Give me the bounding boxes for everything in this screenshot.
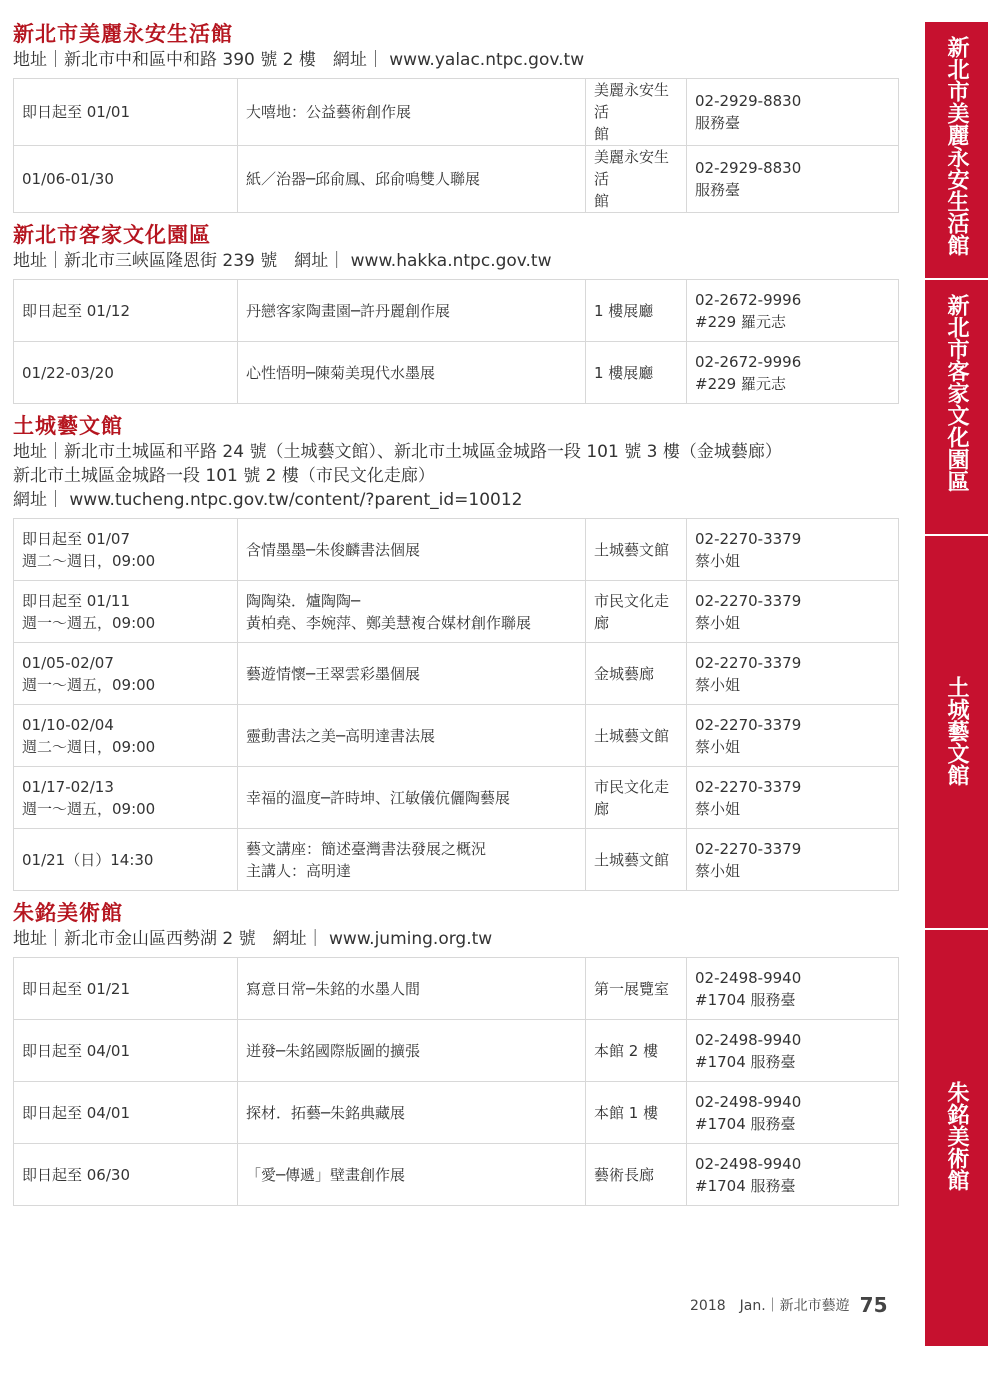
page-footer (690, 1293, 888, 1317)
sidebar-divider (925, 278, 988, 280)
venue-address (13, 48, 899, 72)
sidebar-tab[interactable] (925, 930, 988, 1342)
table-row (14, 79, 899, 146)
address-line: 地址｜新北市三峽區隆恩街 239 號 網址｜ www.hakka.ntpc.gov.tw (13, 251, 552, 271)
venue-address (13, 249, 899, 273)
contact-cell (687, 79, 899, 146)
contact-cell-line: #1704 服務臺 (695, 1114, 796, 1133)
contact-cell-line: 02-2270-3379 (695, 715, 802, 734)
table-row (14, 643, 899, 705)
address-line: 地址｜新北市金山區西勢湖 2 號 網址｜ www.juming.org.tw (13, 929, 493, 949)
exhibition-cell-line: 大嘻地：公益藝術創作展 (246, 103, 412, 121)
contact-cell-line: 蔡小姐 (695, 737, 741, 756)
exhibition-cell (238, 342, 586, 404)
contact-cell (687, 1020, 899, 1082)
venue-cell-line: 館 (594, 192, 610, 210)
exhibition-cell (238, 958, 586, 1020)
exhibition-cell (238, 146, 586, 213)
venue-section (13, 20, 899, 213)
exhibition-cell (238, 1082, 586, 1144)
address-line: 地址｜新北市土城區和平路 24 號（土城藝文館）、新北市土城區金城路一段 101 號 3 樓（金城藝廊） (13, 442, 782, 462)
venue-title: 新北市美麗永安生活館 (13, 22, 233, 46)
exhibition-cell-line: 寫意日常─朱銘的水墨人間 (246, 979, 421, 998)
exhibition-table (13, 957, 899, 1206)
contact-cell (687, 342, 899, 404)
date-cell (14, 581, 238, 643)
venue-cell (586, 581, 687, 643)
contact-cell (687, 581, 899, 643)
date-cell-line: 即日起至 01/11 (22, 591, 130, 610)
exhibition-cell (238, 280, 586, 342)
exhibition-cell-line: 幸福的溫度─許時坤、江敏儀伉儷陶藝展 (246, 788, 511, 807)
exhibition-cell (238, 767, 586, 829)
contact-cell-line: 02-2498-9940 (695, 1030, 802, 1049)
contact-cell (687, 1144, 899, 1206)
contact-cell-line: #1704 服務臺 (695, 1176, 796, 1195)
contact-cell (687, 519, 899, 581)
venue-cell (586, 1082, 687, 1144)
venue-cell (586, 280, 687, 342)
date-cell-line: 即日起至 01/01 (22, 103, 130, 121)
exhibition-cell (238, 705, 586, 767)
venue-section (13, 221, 899, 404)
contact-cell-line: 02-2270-3379 (695, 777, 802, 796)
date-cell-line: 01/22-03/20 (22, 363, 114, 382)
exhibition-cell (238, 643, 586, 705)
contact-cell-line: 02-2498-9940 (695, 968, 802, 987)
date-cell (14, 146, 238, 213)
exhibition-cell (238, 581, 586, 643)
table-row (14, 519, 899, 581)
contact-cell-line: 服務臺 (695, 181, 741, 199)
exhibition-cell-line: 藝遊情懷─王翠雲彩墨個展 (246, 664, 421, 683)
date-cell-line: 週二～週日，09:00 (22, 551, 156, 570)
address-line: 新北市土城區金城路一段 101 號 2 樓（市民文化走廊） (13, 466, 435, 486)
venue-cell (586, 705, 687, 767)
contact-cell-line: 蔡小姐 (695, 675, 741, 694)
date-cell (14, 1082, 238, 1144)
venue-cell (586, 958, 687, 1020)
venue-cell (586, 519, 687, 581)
exhibition-cell-line: 丹戀客家陶畫園─許丹麗創作展 (246, 301, 451, 320)
venue-cell-line: 美麗永安生活 (594, 148, 670, 188)
table-row (14, 1082, 899, 1144)
exhibition-cell-line: 「愛─傳遞」壁畫創作展 (246, 1165, 406, 1184)
sidebar-tab[interactable] (925, 22, 988, 262)
table-row (14, 581, 899, 643)
venue-cell-line: 1 樓展廳 (594, 301, 654, 320)
venue-title: 土城藝文館 (13, 414, 123, 438)
venue-cell-line: 土城藝文館 (594, 540, 670, 559)
date-cell-line: 01/06-01/30 (22, 170, 114, 188)
contact-cell (687, 767, 899, 829)
sidebar-divider (925, 534, 988, 536)
date-cell-line: 即日起至 04/01 (22, 1103, 130, 1122)
venue-address (13, 440, 899, 512)
date-cell-line: 01/17-02/13 (22, 777, 114, 796)
contact-cell-line: 蔡小姐 (695, 613, 741, 632)
exhibition-cell-line: 主講人：高明達 (246, 861, 352, 880)
venue-cell (586, 1144, 687, 1206)
venue-cell (586, 829, 687, 891)
table-row (14, 1020, 899, 1082)
venue-section (13, 412, 899, 891)
table-row (14, 342, 899, 404)
contact-cell (687, 829, 899, 891)
contact-cell-line: 02-2672-9996 (695, 352, 802, 371)
table-row (14, 958, 899, 1020)
address-line: 網址｜ www.tucheng.ntpc.gov.tw/content/?parent_id=10012 (13, 490, 523, 510)
sidebar-tab-label: 朱銘美術館 (944, 1081, 969, 1191)
venue-cell-line: 本館 2 樓 (594, 1041, 659, 1060)
date-cell (14, 767, 238, 829)
date-cell (14, 1020, 238, 1082)
venue-cell-line: 土城藝文館 (594, 850, 670, 869)
venue-cell (586, 643, 687, 705)
contact-cell-line: 02-2498-9940 (695, 1092, 802, 1111)
venue-cell (586, 146, 687, 213)
contact-cell-line: #229 羅元志 (695, 312, 786, 331)
contact-cell-line: 02-2929-8830 (695, 159, 802, 177)
table-row (14, 705, 899, 767)
date-cell-line: 即日起至 01/07 (22, 529, 130, 548)
footer-issue: 2018 Jan.｜新北市藝遊 (690, 1298, 850, 1314)
table-row (14, 280, 899, 342)
exhibition-table (13, 279, 899, 404)
exhibition-cell (238, 829, 586, 891)
exhibition-cell-line: 迸發─朱銘國際版圖的擴張 (246, 1041, 421, 1060)
date-cell-line: 週一～週五，09:00 (22, 675, 156, 694)
date-cell (14, 280, 238, 342)
contact-cell (687, 280, 899, 342)
contact-cell (687, 146, 899, 213)
exhibition-cell-line: 紙／治器─邱俞鳳、邱俞鳴雙人聯展 (246, 170, 481, 188)
table-row (14, 1144, 899, 1206)
exhibition-cell-line: 含情墨墨─朱俊麟書法個展 (246, 540, 421, 559)
venue-cell (586, 79, 687, 146)
venue-title: 朱銘美術館 (13, 901, 123, 925)
date-cell (14, 958, 238, 1020)
date-cell (14, 643, 238, 705)
contact-cell-line: 02-2270-3379 (695, 529, 802, 548)
date-cell-line: 即日起至 04/01 (22, 1041, 130, 1060)
exhibition-table (13, 78, 899, 213)
date-cell (14, 519, 238, 581)
date-cell (14, 829, 238, 891)
venue-address (13, 927, 899, 951)
main-content (13, 20, 899, 1214)
page-number: 75 (859, 1293, 888, 1317)
sidebar-tab-label: 土城藝文館 (944, 676, 969, 786)
contact-cell-line: #1704 服務臺 (695, 1052, 796, 1071)
sidebar-tab[interactable] (925, 536, 988, 926)
date-cell-line: 即日起至 06/30 (22, 1165, 130, 1184)
venue-cell-line: 市民文化走廊 (594, 591, 670, 632)
venue-cell (586, 1020, 687, 1082)
sidebar-divider (925, 928, 988, 930)
contact-cell (687, 1082, 899, 1144)
venue-cell-line: 美麗永安生活 (594, 81, 670, 121)
sidebar-tab-label: 新北市客家文化園區 (944, 294, 969, 492)
venue-cell-line: 第一展覽室 (594, 979, 670, 998)
venue-cell-line: 本館 1 樓 (594, 1103, 659, 1122)
exhibition-cell (238, 1144, 586, 1206)
venue-cell-line: 館 (594, 125, 610, 143)
exhibition-cell (238, 519, 586, 581)
exhibition-cell (238, 1020, 586, 1082)
date-cell-line: 01/21（日）14:30 (22, 850, 154, 869)
venue-cell-line: 土城藝文館 (594, 726, 670, 745)
contact-cell-line: 02-2270-3379 (695, 591, 802, 610)
table-row (14, 767, 899, 829)
sidebar-index (925, 22, 988, 1346)
venue-cell-line: 金城藝廊 (594, 664, 655, 683)
contact-cell (687, 958, 899, 1020)
contact-cell-line: #1704 服務臺 (695, 990, 796, 1009)
contact-cell-line: 蔡小姐 (695, 551, 741, 570)
exhibition-cell (238, 79, 586, 146)
date-cell-line: 即日起至 01/12 (22, 301, 130, 320)
date-cell (14, 79, 238, 146)
contact-cell (687, 705, 899, 767)
sidebar-tab[interactable] (925, 280, 988, 530)
venue-cell-line: 市民文化走廊 (594, 777, 670, 818)
exhibition-cell-line: 黃柏堯、李婉萍、鄭美慧複合媒材創作聯展 (246, 613, 532, 632)
venue-title: 新北市客家文化園區 (13, 223, 211, 247)
date-cell-line: 01/05-02/07 (22, 653, 114, 672)
table-row (14, 829, 899, 891)
venue-cell (586, 342, 687, 404)
contact-cell-line: 02-2929-8830 (695, 92, 802, 110)
contact-cell-line: 02-2498-9940 (695, 1154, 802, 1173)
date-cell-line: 週一～週五，09:00 (22, 613, 156, 632)
date-cell-line: 01/10-02/04 (22, 715, 114, 734)
date-cell (14, 705, 238, 767)
contact-cell-line: 服務臺 (695, 114, 741, 132)
contact-cell (687, 643, 899, 705)
date-cell-line: 週一～週五，09:00 (22, 799, 156, 818)
venue-cell-line: 1 樓展廳 (594, 363, 654, 382)
contact-cell-line: 02-2270-3379 (695, 653, 802, 672)
contact-cell-line: 蔡小姐 (695, 861, 741, 880)
contact-cell-line: 蔡小姐 (695, 799, 741, 818)
venue-cell (586, 767, 687, 829)
venue-section (13, 899, 899, 1206)
sidebar-tab-label: 新北市美麗永安生活館 (944, 36, 969, 256)
exhibition-cell-line: 心性悟明─陳菊美現代水墨展 (246, 363, 436, 382)
table-row (14, 146, 899, 213)
exhibition-cell-line: 陶陶染．爐陶陶─ (246, 591, 361, 610)
contact-cell-line: 02-2672-9996 (695, 290, 802, 309)
exhibition-cell-line: 靈動書法之美─高明達書法展 (246, 726, 436, 745)
contact-cell-line: 02-2270-3379 (695, 839, 802, 858)
exhibition-cell-line: 藝文講座：簡述臺灣書法發展之概況 (246, 839, 487, 858)
date-cell-line: 即日起至 01/21 (22, 979, 130, 998)
contact-cell-line: #229 羅元志 (695, 374, 786, 393)
date-cell (14, 342, 238, 404)
exhibition-table (13, 518, 899, 891)
date-cell-line: 週二～週日，09:00 (22, 737, 156, 756)
exhibition-cell-line: 探材．拓藝─朱銘典藏展 (246, 1103, 406, 1122)
address-line: 地址｜新北市中和區中和路 390 號 2 樓 網址｜ www.yalac.ntpc.gov.tw (13, 50, 585, 70)
date-cell (14, 1144, 238, 1206)
venue-cell-line: 藝術長廊 (594, 1165, 655, 1184)
